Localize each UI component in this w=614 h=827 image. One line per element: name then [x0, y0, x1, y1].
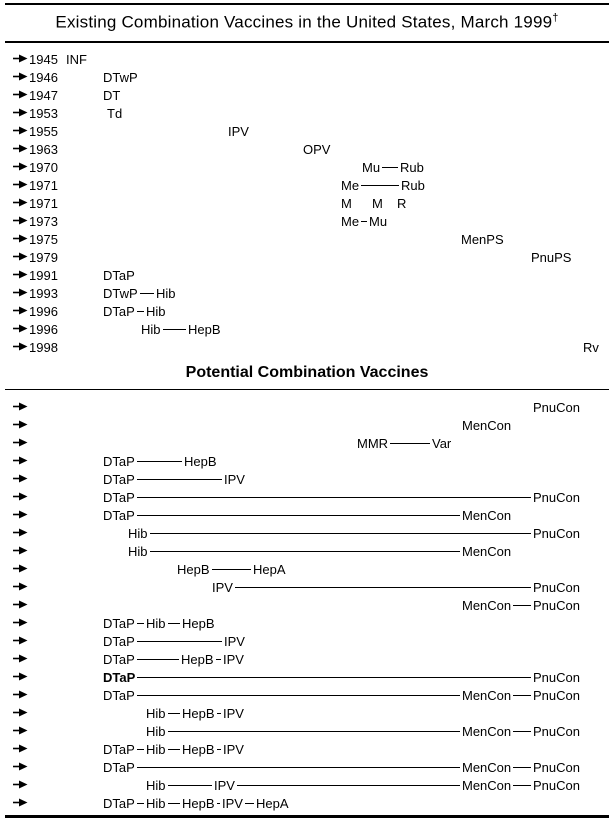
vaccine-label: HepB	[182, 705, 215, 721]
potential-combo-row	[0, 488, 614, 506]
year-label: 1973	[29, 213, 58, 229]
year-label: 1991	[29, 267, 58, 283]
vaccine-label: DTaP	[103, 759, 135, 775]
vaccine-label: Hib	[128, 525, 148, 541]
vaccine-label: R	[397, 195, 407, 211]
vaccine-label: MenCon	[462, 777, 512, 793]
vaccine-label: PnuCon	[533, 723, 580, 739]
existing-timeline-row	[0, 176, 614, 194]
right-arrow-icon	[13, 252, 28, 261]
vaccine-label: MenCon	[462, 507, 512, 523]
potential-combo-row	[0, 704, 614, 722]
connector-line	[112, 497, 541, 498]
connector-line	[112, 677, 541, 678]
right-arrow-icon	[13, 216, 28, 225]
right-arrow-icon	[13, 780, 28, 789]
right-arrow-icon	[13, 198, 28, 207]
existing-timeline-row	[0, 230, 614, 248]
dagger-footnote-mark: †	[552, 12, 559, 24]
vaccine-label: Me	[341, 213, 360, 229]
vaccine-label: Hib	[146, 615, 166, 631]
potential-combo-row	[0, 614, 614, 632]
potential-combo-row	[0, 632, 614, 650]
right-arrow-icon	[13, 456, 28, 465]
vaccine-label: IPV	[214, 777, 235, 793]
vaccine-label: DTaP	[103, 303, 135, 319]
right-arrow-icon	[13, 798, 28, 807]
right-arrow-icon	[13, 762, 28, 771]
year-label: 1993	[29, 285, 58, 301]
existing-timeline-row	[0, 140, 614, 158]
vaccine-label: HepB	[184, 453, 217, 469]
potential-combo-row	[0, 578, 614, 596]
right-arrow-icon	[13, 162, 28, 171]
vaccine-label: MenCon	[462, 597, 512, 613]
vaccine-label: HepB	[182, 615, 215, 631]
year-label: 1963	[29, 141, 58, 157]
year-label: 1996	[29, 321, 58, 337]
vaccine-label: PnuCon	[533, 489, 580, 505]
year-label: 1975	[29, 231, 58, 247]
potential-combo-row	[0, 434, 614, 452]
vaccine-label: MenCon	[462, 417, 512, 433]
potential-combo-row	[0, 542, 614, 560]
bottom-rule	[5, 815, 609, 818]
vaccine-label: M	[341, 195, 352, 211]
vaccine-label: MMR	[357, 435, 389, 451]
figure-title	[0, 5, 614, 41]
vaccine-label: Rub	[401, 177, 425, 193]
vaccine-label: HepA	[253, 561, 286, 577]
vaccine-label: DTaP	[103, 507, 135, 523]
right-arrow-icon	[13, 708, 28, 717]
vaccine-label: Hib	[146, 777, 166, 793]
right-arrow-icon	[13, 600, 28, 609]
vaccine-label: MenCon	[462, 759, 512, 775]
vaccine-label: M	[372, 195, 383, 211]
right-arrow-icon	[13, 726, 28, 735]
potential-combo-row	[0, 416, 614, 434]
year-label: 1971	[29, 195, 58, 211]
right-arrow-icon	[13, 126, 28, 135]
vaccine-label: INF	[66, 51, 87, 67]
potential-combo-row	[0, 776, 614, 794]
potential-combo-row	[0, 596, 614, 614]
year-label: 1946	[29, 69, 58, 85]
vaccine-label: IPV	[228, 123, 249, 139]
existing-timeline-row	[0, 68, 614, 86]
right-arrow-icon	[13, 306, 28, 315]
year-label: 1947	[29, 87, 58, 103]
vaccine-label: IPV	[223, 705, 244, 721]
vaccine-label: Hib	[128, 543, 148, 559]
existing-vaccines-timeline	[0, 43, 614, 359]
connector-line	[136, 533, 541, 534]
right-arrow-icon	[13, 324, 28, 333]
potential-combo-row	[0, 398, 614, 416]
connector-line	[112, 515, 470, 516]
right-arrow-icon	[13, 744, 28, 753]
vaccine-label: IPV	[222, 795, 243, 811]
connector-line	[136, 551, 470, 552]
potential-combo-row	[0, 794, 614, 812]
right-arrow-icon	[13, 90, 28, 99]
vaccine-label: Mu	[369, 213, 388, 229]
vaccine-label: DTaP	[103, 651, 135, 667]
existing-timeline-row	[0, 50, 614, 68]
vaccine-label: DTwP	[103, 69, 138, 85]
vaccine-label: IPV	[223, 651, 244, 667]
vaccine-label: HepB	[182, 795, 215, 811]
vaccine-label: DTwP	[103, 285, 138, 301]
potential-combo-row	[0, 470, 614, 488]
right-arrow-icon	[13, 420, 28, 429]
existing-timeline-row	[0, 194, 614, 212]
connector-line	[220, 587, 541, 588]
right-arrow-icon	[13, 474, 28, 483]
vaccine-label: DTaP	[103, 615, 135, 631]
existing-timeline-row	[0, 104, 614, 122]
year-label: 1970	[29, 159, 58, 175]
vaccine-label: IPV	[224, 471, 245, 487]
right-arrow-icon	[13, 144, 28, 153]
potential-combo-row	[0, 686, 614, 704]
vaccine-label: MenCon	[462, 723, 512, 739]
vaccine-label: MenCon	[462, 543, 512, 559]
right-arrow-icon	[13, 234, 28, 243]
right-arrow-icon	[13, 582, 28, 591]
vaccine-label: HepB	[188, 321, 221, 337]
right-arrow-icon	[13, 618, 28, 627]
potential-combo-row	[0, 650, 614, 668]
year-label: 1996	[29, 303, 58, 319]
vaccine-label: PnuCon	[533, 597, 580, 613]
vaccine-label: HepB	[182, 741, 215, 757]
vaccine-label: Var	[432, 435, 452, 451]
right-arrow-icon	[13, 402, 28, 411]
right-arrow-icon	[13, 438, 28, 447]
vaccine-label: Hib	[146, 741, 166, 757]
right-arrow-icon	[13, 564, 28, 573]
right-arrow-icon	[13, 654, 28, 663]
right-arrow-icon	[13, 636, 28, 645]
vaccine-label: Rub	[400, 159, 424, 175]
vaccine-label: PnuCon	[533, 579, 580, 595]
right-arrow-icon	[13, 108, 28, 117]
vaccine-label: Me	[341, 177, 360, 193]
right-arrow-icon	[13, 180, 28, 189]
existing-timeline-row	[0, 320, 614, 338]
year-label: 1979	[29, 249, 58, 265]
vaccine-label: OPV	[303, 141, 331, 157]
existing-timeline-row	[0, 302, 614, 320]
year-label: 1998	[29, 339, 58, 355]
potential-combo-row	[0, 758, 614, 776]
potential-combo-row	[0, 560, 614, 578]
vaccine-label: Hib	[146, 723, 166, 739]
vaccine-label: Td	[107, 105, 123, 121]
year-label: 1953	[29, 105, 58, 121]
existing-timeline-row	[0, 212, 614, 230]
right-arrow-icon	[13, 72, 28, 81]
potential-vaccines-list	[0, 390, 614, 815]
figure-title-text: Existing Combination Vaccines in the United States, March 1999	[55, 12, 553, 32]
vaccine-label: IPV	[223, 741, 244, 757]
existing-timeline-row	[0, 122, 614, 140]
vaccine-label: Hib	[141, 321, 161, 337]
existing-timeline-row	[0, 266, 614, 284]
vaccine-label: PnuCon	[533, 669, 580, 685]
vaccine-label: Mu	[362, 159, 381, 175]
right-arrow-icon	[13, 510, 28, 519]
vaccine-label: Hib	[146, 795, 166, 811]
vaccine-label: DTaP	[103, 633, 135, 649]
right-arrow-icon	[13, 528, 28, 537]
vaccine-label: HepB	[177, 561, 210, 577]
vaccine-label: Rv	[583, 339, 599, 355]
potential-combo-row	[0, 740, 614, 758]
year-label: 1971	[29, 177, 58, 193]
existing-timeline-row	[0, 338, 614, 356]
right-arrow-icon	[13, 546, 28, 555]
vaccine-label: PnuCon	[533, 687, 580, 703]
existing-timeline-row	[0, 158, 614, 176]
vaccine-label: PnuCon	[533, 759, 580, 775]
vaccine-label: Hib	[146, 705, 166, 721]
vaccine-label: DTaP	[103, 267, 135, 283]
potential-combo-row	[0, 506, 614, 524]
potential-combo-row	[0, 722, 614, 740]
vaccine-label: PnuCon	[533, 777, 580, 793]
vaccine-label: IPV	[212, 579, 233, 595]
vaccine-label: PnuPS	[531, 249, 572, 265]
vaccine-label: PnuCon	[533, 399, 580, 415]
vaccine-label: DTaP	[103, 795, 135, 811]
year-label: 1955	[29, 123, 58, 139]
right-arrow-icon	[13, 54, 28, 63]
right-arrow-icon	[13, 342, 28, 351]
vaccine-label: Hib	[156, 285, 176, 301]
vaccine-label: MenCon	[462, 687, 512, 703]
right-arrow-icon	[13, 270, 28, 279]
vaccine-label: HepA	[256, 795, 289, 811]
existing-timeline-row	[0, 284, 614, 302]
vaccine-label: DT	[103, 87, 121, 103]
right-arrow-icon	[13, 492, 28, 501]
potential-combo-row	[0, 452, 614, 470]
right-arrow-icon	[13, 690, 28, 699]
vaccine-label: DTaP	[103, 741, 135, 757]
vaccine-label: DTaP	[103, 471, 135, 487]
right-arrow-icon	[13, 288, 28, 297]
year-label: 1945	[29, 51, 58, 67]
vaccine-label: Hib	[146, 303, 166, 319]
vaccine-label: DTaP	[103, 669, 136, 685]
potential-section-title: Potential Combination Vaccines	[185, 363, 429, 381]
vaccine-label: IPV	[224, 633, 245, 649]
vaccine-label: PnuCon	[533, 525, 580, 541]
right-arrow-icon	[13, 672, 28, 681]
vaccine-label: HepB	[181, 651, 214, 667]
vaccine-label: MenPS	[461, 231, 504, 247]
vaccine-label: DTaP	[103, 453, 135, 469]
potential-combo-row	[0, 524, 614, 542]
vaccine-label: DTaP	[103, 489, 135, 505]
potential-combo-row	[0, 668, 614, 686]
vaccine-label: DTaP	[103, 687, 135, 703]
existing-timeline-row	[0, 248, 614, 266]
existing-timeline-row	[0, 86, 614, 104]
